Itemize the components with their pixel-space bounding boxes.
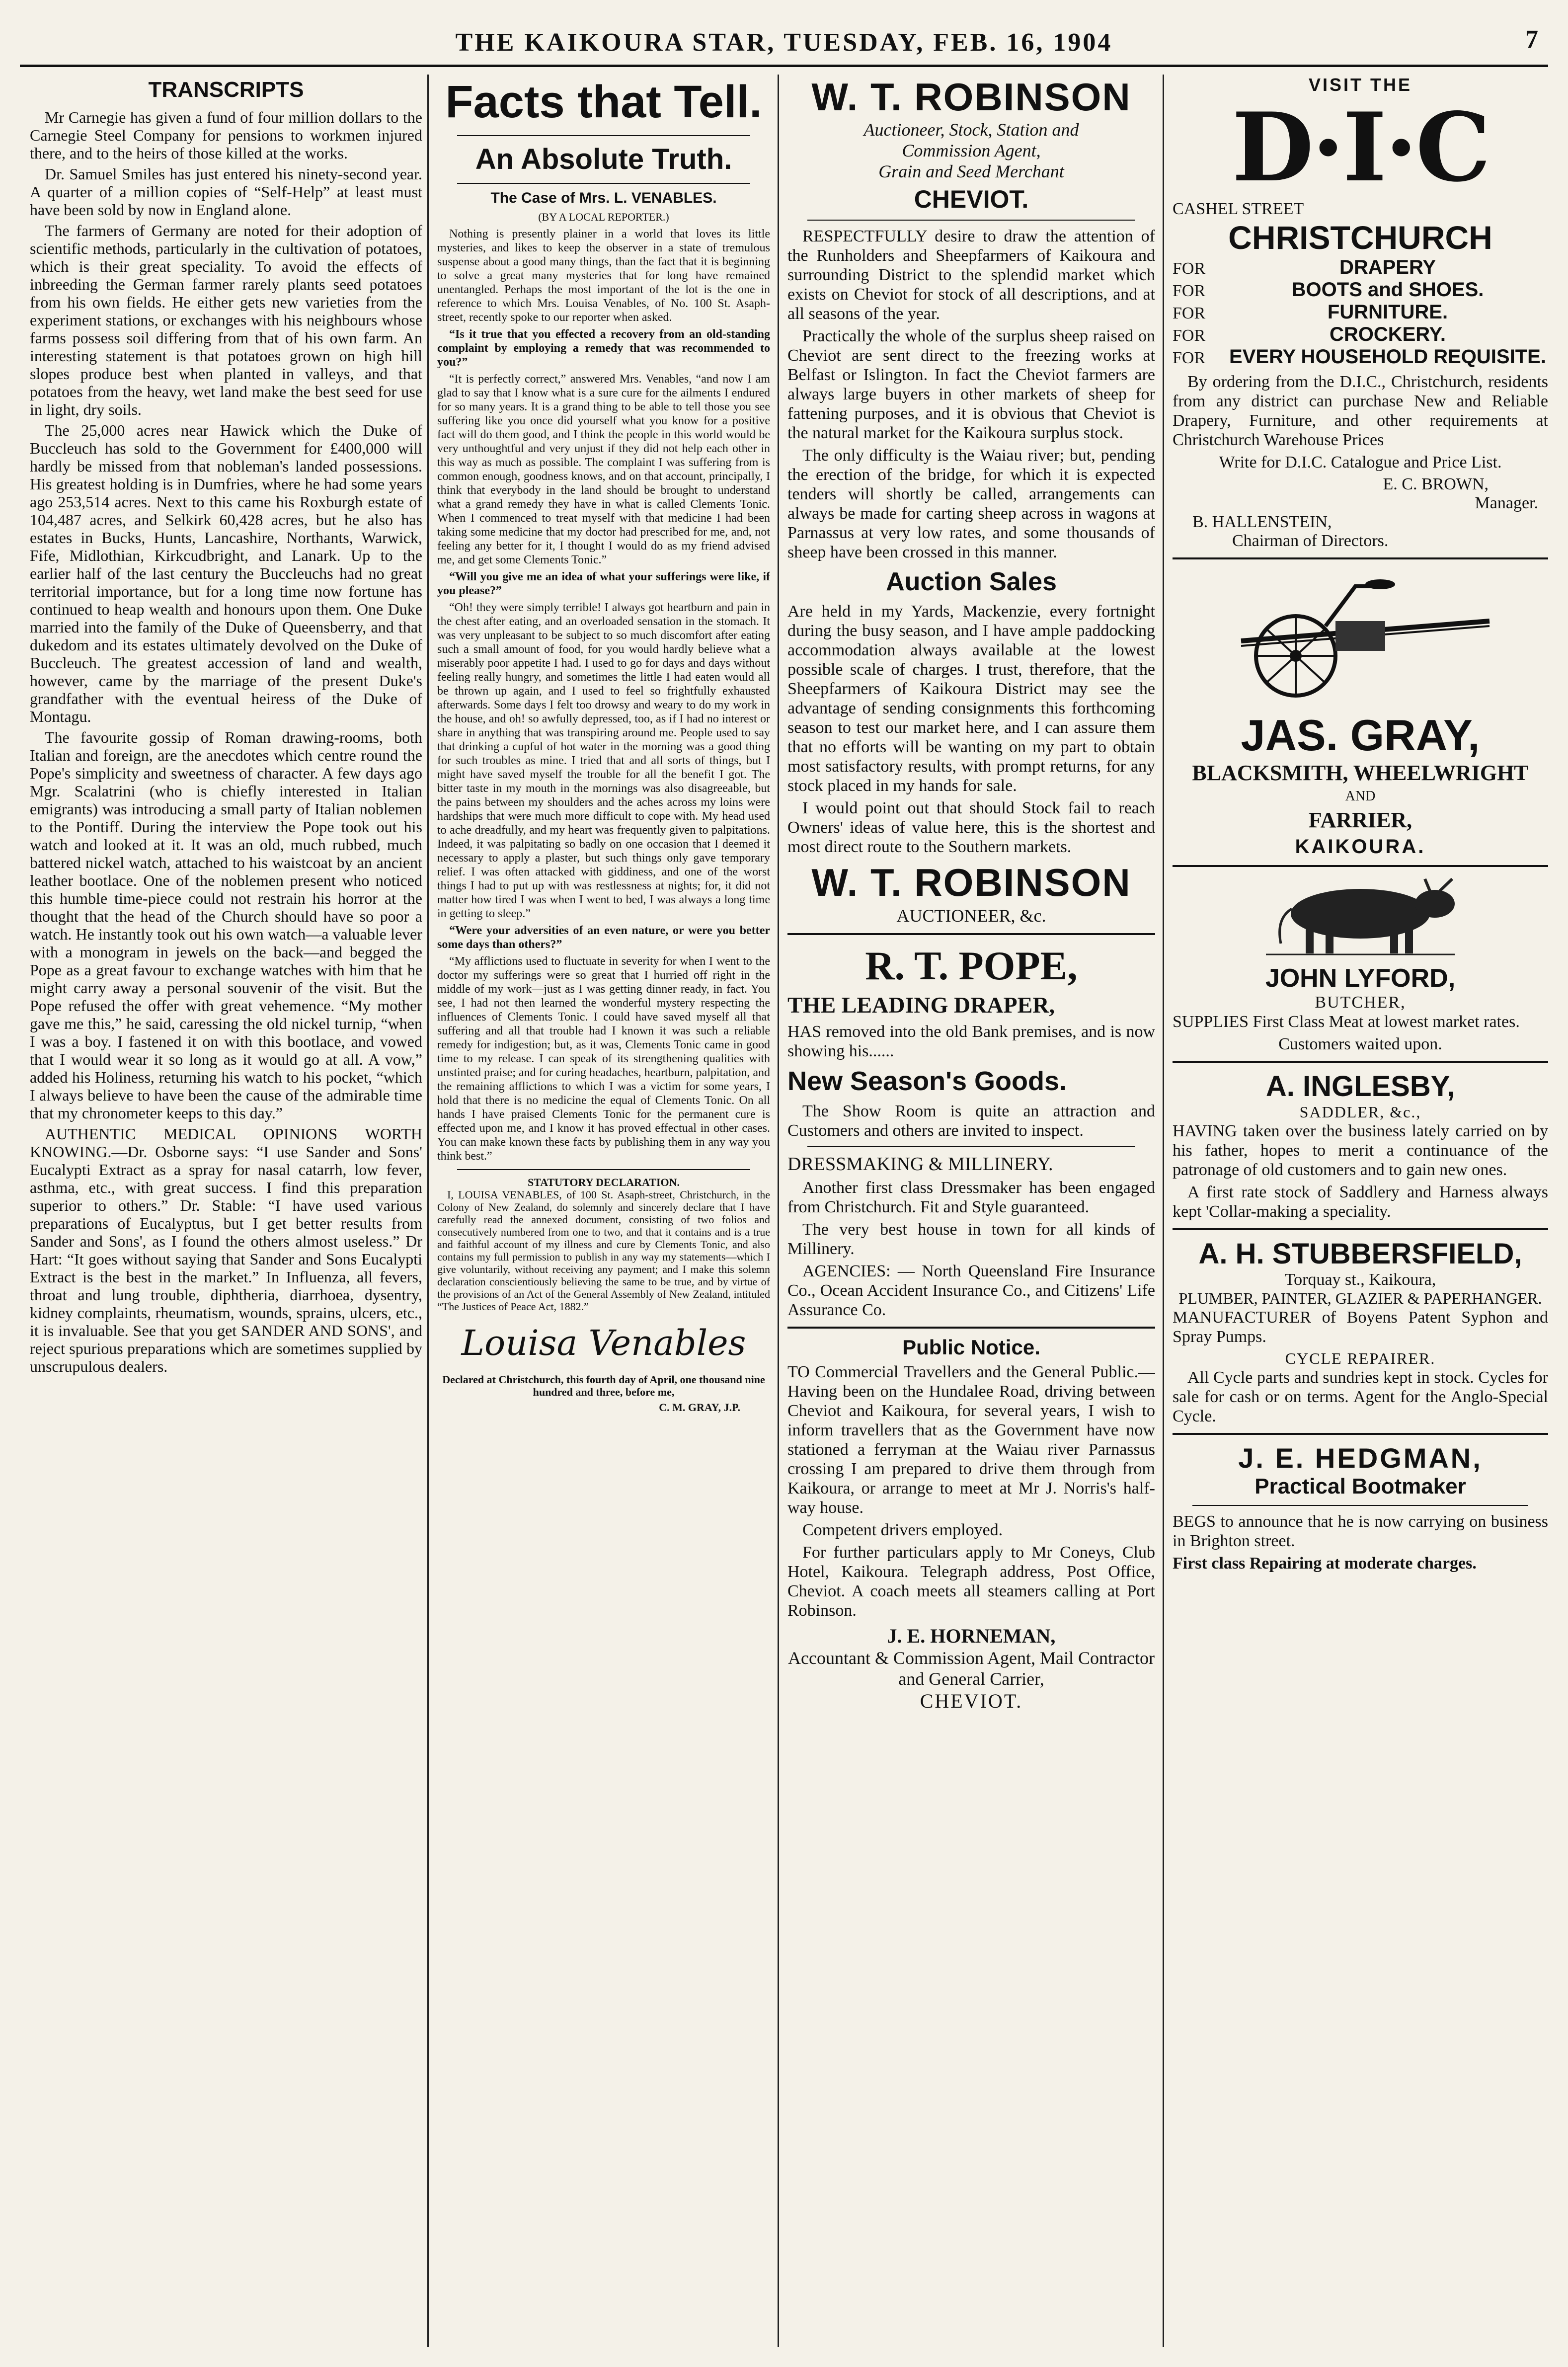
manager: Manager.	[1475, 494, 1538, 512]
stubbersfield-text: MANUFACTURER of Boyens Patent Syphon and Spray Pumps.	[1173, 1308, 1548, 1346]
for-label: FOR	[1173, 282, 1206, 300]
robinson-line: Commission Agent,	[902, 141, 1041, 160]
divider	[457, 1169, 750, 1170]
new-season-title: New Season's Goods.	[787, 1066, 1067, 1096]
page-number: 7	[1525, 25, 1538, 54]
column-transcripts	[30, 75, 422, 2347]
auction-sales-title: Auction Sales	[886, 567, 1057, 596]
paragraph: “Were your adversities of an even nature, or were you better some days than others?”	[437, 924, 770, 951]
lyford-title: JOHN LYFORD,	[1265, 964, 1456, 993]
lyford-text: SUPPLIES First Class Meat at lowest market rates.	[1173, 1013, 1520, 1031]
declaration-title: STATUTORY DECLARATION.	[527, 1176, 680, 1188]
for-row	[1173, 346, 1548, 368]
divider	[1173, 865, 1548, 867]
for-item: DRAPERY	[1339, 256, 1436, 278]
paragraph: The favourite gossip of Roman drawing-rooms, both Italian and foreign, are the anecdotes which centre round the Pope's simplicity and sweetness of character. A few days ago Mgr. Scalatrini (who is chiefly interested in Italian emigrants) was introducing a small party of Italian noblemen to the Pontiff. During the interview the Pope took out his watch and looked at it. It was an old, much rubbed, much battered nickel watch, attached to his waistcoat by an ancient leather bootlace. One of the noblemen present who noticed this humble time-piece could not restrain his horror at the thought that the head of the Church should have so poor a watch. He instantly took out his own watch—a valuable lever with a monogram in jewels on the back—and begged the Pope as a great favour to exchange watches with him that he might carry away a personal souvenir of the visit. But the Pope refused the offer with great vehemence. “My mother gave me this,” he said, caressing the old nickel turnip, “when I was a boy. I fastened it on with this bootlace, and vowed that I would wear it so long as it would go at all. A vow,” added his Holiness, returning his watch to his pocket, “which I always believe to have been the cause of the admirable time that my chronometer keeps to this day.”	[30, 728, 422, 1122]
pope-title: R. T. POPE,	[865, 943, 1078, 988]
inglesby-sub: SADDLER, &c.,	[1299, 1103, 1421, 1121]
divider	[1173, 557, 1548, 559]
divider	[807, 220, 1135, 221]
for-item: EVERY HOUSEHOLD REQUISITE.	[1229, 346, 1546, 368]
gray-title: JAS. GRAY,	[1241, 710, 1480, 760]
inglesby-text: HAVING taken over the business lately carried on by his father, hopes to merit a continuance of the patronage of old customers and to gain new ones.	[1173, 1122, 1548, 1179]
paragraph: Nothing is presently plainer in a world that loves its little mysteries, and likes to keep the observer in a state of tremulous suspense about a good many things, than the fact that it is beginning to solve a great many mysteries that for long have remained unentangled. Perhaps the most important of the lot is the one in reference to which Mrs. Louisa Venables, of No. 100 St. Asaph-street, recently spoke to our reporter when asked.	[437, 228, 770, 324]
paragraph: AUTHENTIC MEDICAL OPINIONS WORTH KNOWING.—Dr. Osborne says: “I use Sander and Sons' Eucalypti Extract as a spray for nasal catarrh, low fever, asthma, etc., with great success. I find this preparation superior to others.” Dr. Stable: “I have used various preparations of Eucalyptus, but I get better results from Sander and Sons', as I found the others almost useless.” Dr Hart: “It goes without saying that Sander and Sons Eucalypti Extract is the best in the market.” In Influenza, all fevers, throat and lung trouble, diphtheria, diarrhoea, dysentry, kidney complaints, rheumatism, wounds, sprains, ulcers, etc., it is invaluable. See that you get SANDER AND SONS', and reject spurious preparations which are sometimes supplied by unscrupulous dealers.	[30, 1125, 422, 1375]
stubbersfield-street: Torquay st., Kaikoura,	[1284, 1270, 1436, 1289]
for-label: FOR	[1173, 259, 1206, 278]
divider	[1192, 1505, 1528, 1506]
column-rule	[1163, 75, 1164, 2347]
column-advertisements	[1173, 75, 1548, 2347]
pope-text: HAS removed into the old Bank premises, and is now showing his......	[787, 1023, 1155, 1060]
hedgman-text-2: First class Repairing at moderate charges.	[1173, 1554, 1477, 1573]
masthead	[20, 20, 1548, 67]
column-rule	[778, 75, 779, 2347]
column-rule	[427, 75, 429, 2347]
bull-illustration	[1256, 874, 1465, 958]
for-row	[1173, 279, 1548, 301]
lyford-sub: BUTCHER,	[1315, 993, 1406, 1012]
declaration-text: I, LOUISA VENABLES, of 100 St. Asaph-street, Christchurch, in the Colony of New Zealand, do solemnly and sincerely declare that I have carefully read the annexed document, consisting of two folios and consecutively numbered from one to two, and that it contains and is a true and faithful account of my illness and cure by Clements Tonic, and also contains my full permission to publish in any way my statements—which I give voluntarily, without receiving any payment; and I make this solemn declaration conscientiously believing the same to be true, and by virtue of the provisions of an Act of the General Assembly of New Zealand, intituled “The Justices of Peace Act, 1882.”	[437, 1188, 770, 1313]
paragraph: “It is perfectly correct,” answered Mrs. Venables, “and now I am glad to say that I know what is a sure cure for the ailments I endured for so many years. It is a grand thing to be able to tell those you see suffering like you once did yourself what you know for a positive fact will do them good, and I think the people in this world would be very unthoughtful and very unjust if they did not help each other in this way as much as possible. The complaint I was suffering from is common enough, goodness knows, and on that account, principally, I think that everybody in the land should be brought to understand what a grand remedy they have in what is called Clements Tonic. When I commenced to treat myself with that medicine I had been taking some medicine that my doctor had prescribed for me, and, not feeling any better for it, I thought I would do as my friend advised me, and get some Clements Tonic.”	[437, 373, 770, 566]
paragraph: “Is it true that you effected a recovery from an old-standing complaint by employing a remedy that was recommended to you?”	[437, 328, 770, 369]
robinson-line: Auctioneer, Stock, Station and	[863, 120, 1079, 140]
robinson-title-2: W. T. ROBINSON	[811, 861, 1131, 904]
masthead-title: THE KAIKOURA STAR, TUESDAY, FEB. 16, 1904	[455, 28, 1113, 57]
for-row	[1173, 256, 1548, 279]
hedgman-title: J. E. HEDGMAN,	[1238, 1442, 1483, 1474]
gray-and: AND	[1345, 789, 1376, 804]
horneman-place: CHEVIOT.	[920, 1690, 1023, 1712]
paragraph: Mr Carnegie has given a fund of four million dollars to the Carnegie Steel Company for pensions to workmen injured there, and to the heirs of those killed at the works.	[30, 108, 422, 162]
chairman: Chairman of Directors.	[1232, 532, 1389, 550]
absolute-truth-subhead: An Absolute Truth.	[475, 143, 732, 175]
mowing-machine-illustration	[1211, 566, 1509, 706]
stubbersfield-title: A. H. STUBBERSFIELD,	[1198, 1238, 1522, 1270]
dic-logo: D·I·C	[1232, 92, 1489, 203]
facts-headline: Facts that Tell.	[445, 77, 762, 127]
for-row	[1173, 301, 1548, 323]
agencies-text: AGENCIES: — North Queensland Fire Insurance Co., Ocean Accident Insurance Co., and Citizens' Life Assurance Co.	[787, 1262, 1155, 1319]
divider	[807, 1146, 1135, 1147]
paragraph: RESPECTFULLY desire to draw the attention of the Runholders and Sheepfarmers of Kaikoura and surrounding District to the splendid market which exists on Cheviot for stock of all descriptions, and at all seasons of the year.	[787, 227, 1155, 323]
paragraph: The 25,000 acres near Hawick which the Duke of Buccleuch has sold to the Government for £400,000 will hardly be missed from that nobleman's landed possessions. His greatest holding is in Dumfries, where he had some years ago 253,514 acres. Next to this came his Roxburgh estate of 104,487 acres, and Selkirk 60,428 acres, but he also has estates in Bucks, Hunts, Lancashire, Northants, Warwick, Fife, Midlothian, Kirkcudbright, and Lanark. Up to the earlier half of the last century the Buccleuchs had no great territorial importance, but for a long time now fortune has continued to heap wealth and honours upon them. One Duke married into the family of the Duke of Queensberry, and that dukedom and its estates ultimately devolved on the Duke of Buccleuch. The greatest accession of land and wealth, however, came by the marriage of the present Duke's grandfather with the eventual heiress of the Duke of Montagu.	[30, 421, 422, 725]
hallenstein: B. HALLENSTEIN,	[1192, 513, 1332, 531]
justice-of-peace: C. M. GRAY, J.P.	[659, 1401, 740, 1414]
visit-the: VISIT THE	[1308, 75, 1412, 95]
for-item: BOOTS and SHOES.	[1291, 279, 1484, 301]
divider	[457, 135, 750, 136]
hedgman-sub: Practical Bootmaker	[1254, 1474, 1466, 1499]
paragraph: The very best house in town for all kinds of Millinery.	[787, 1220, 1155, 1258]
stubbersfield-trades: PLUMBER, PAINTER, GLAZIER & PAPERHANGER.	[1178, 1289, 1542, 1307]
dressmaking-title: DRESSMAKING & MILLINERY.	[787, 1154, 1053, 1175]
divider	[1173, 1433, 1548, 1435]
declared-text: Declared at Christchurch, this fourth day of April, one thousand nine hundred and three, before me,	[442, 1373, 765, 1398]
cashel-street: CASHEL STREET	[1173, 200, 1304, 218]
horneman-role: Accountant & Commission Agent, Mail Contractor and General Carrier,	[788, 1648, 1155, 1689]
write-for: Write for D.I.C. Catalogue and Price List.	[1219, 453, 1502, 472]
paragraph: Another first class Dressmaker has been engaged from Christchurch. Fit and Style guaranteed.	[787, 1179, 1155, 1216]
stubbersfield-text-2: All Cycle parts and sundries kept in stock. Cycles for sale for cash or on terms. Agent for the Anglo-Special Cycle.	[1173, 1368, 1548, 1425]
for-label: FOR	[1173, 304, 1206, 322]
column-robinson-pope	[787, 75, 1155, 2347]
for-item: FURNITURE.	[1327, 301, 1448, 323]
brown: E. C. BROWN,	[1383, 475, 1489, 493]
robinson-place: CHEVIOT.	[914, 185, 1029, 213]
paragraph: “Will you give me an idea of what your sufferings were like, if you please?”	[437, 570, 770, 597]
paragraph: “Oh! they were simply terrible! I always got heartburn and pain in the chest after eating, and an overloaded sensation in the stomach. It was very unpleasant to be subject to so much discomfort after eating such a small amount of food, for you would hardly believe what a miserably poor appetite I had. I used to go for days and days without feeling really hungry, and sometimes the little I had eaten would all be thrown up again, and I used to feel so frightfully exhausted afterwards. Some days I felt too drowsy and weary to do my work in the house, and oh! so awfully depressed, too, as if I had no interest or share in anything that was transpiring around me. People used to say that drinking a cupful of hot water in the morning was a good thing for such troubles as mine. I tried that and all sorts of things, but I might have saved myself the trouble for all the benefit I got. The bitter taste in my mouth in the mornings was also disagreeable, but the pains between my shoulders and the aches across my loins were hardships that were much more difficult to cope with. My head used to ache dreadfully, and my heart was frequently given to palpitations. Indeed, it was palpitating so badly on one occasion that I deemed it necessary to apply a plaster, but such things only gave temporary relief. I was often attacked with giddiness, and one of the worst things I had to put up with was restlessness at nights; for, it did not matter how tired I was when I went to bed, I was always a long time in getting to sleep.”	[437, 601, 770, 920]
hedgman-text: BEGS to announce that he is now carrying on business in Brighton street.	[1173, 1512, 1548, 1550]
for-row	[1173, 323, 1548, 346]
paragraph: “My afflictions used to fluctuate in severity for when I went to the doctor my sufferings were so great that I hurried off right in the middle of my work—just as I was getting dinner ready, in fact. You see, I had not then learned the wonderful mystery respecting the influences of Clements Tonic. I could have saved myself all that suffering and all that trouble had I known it was such a reliable remedy for indigestion; but, as it was, Clements Tonic came in good time to my release. I can speak of its strengthening qualities with unstinted praise; and for curing headaches, heartburn, palpitation, and the remaining afflictions to which I was a victim for some years, I hold that there is no medicine the equal of Clements Tonic. On all hands I have praised Clements Tonic for the permanent cure is effected upon me, and I know it has proved effectual in other cases. You can make known these facts by publishing them in any way you think best.”	[437, 955, 770, 1163]
column-clements-tonic	[437, 75, 770, 2347]
christchurch: CHRISTCHURCH	[1228, 219, 1492, 256]
paragraph: The only difficulty is the Waiau river; but, pending the erection of the bridge, for which it is expected tenders will shortly be called, arrangements can always be made for carting sheep across in wagons at Parnassus at very low rates, and some thousands of sheep have been crossed in this manner.	[787, 446, 1155, 561]
dic-text: By ordering from the D.I.C., Christchurch, residents from any district can purchase New and Reliable Drapery, Furniture, and other requirements at Christchurch Warehouse Prices	[1173, 373, 1548, 449]
signature-louisa-venables: Louisa Venables	[461, 1323, 746, 1363]
season-text: The Show Room is quite an attraction and Customers and others are invited to inspect.	[787, 1102, 1155, 1140]
paragraph: For further particulars apply to Mr Coneys, Club Hotel, Kaikoura. Telegraph address, Post Office, Cheviot. A coach meets all steamers calling at Port Robinson.	[787, 1543, 1155, 1620]
gray-place: KAIKOURA.	[1295, 836, 1426, 858]
inglesby-title: A. INGLESBY,	[1265, 1070, 1455, 1103]
pope-leading-draper: THE LEADING DRAPER,	[787, 992, 1055, 1018]
gray-farrier: FARRIER,	[1308, 808, 1412, 832]
for-label: FOR	[1173, 326, 1206, 345]
lyford-text-2: Customers waited upon.	[1278, 1035, 1442, 1053]
paragraph: Practically the whole of the surplus sheep raised on Cheviot are sent direct to the freezing works at Belfast or Islington. In fact the Cheviot farmers are always large buyers in other markets of sheep for fattening purposes, and it is obvious that Cheviot is the natural market for the Kaikoura surplus stock.	[787, 327, 1155, 442]
robinson-title: W. T. ROBINSON	[811, 75, 1131, 119]
robinson-auctioneer: AUCTIONEER, &c.	[896, 906, 1046, 926]
paragraph: Are held in my Yards, Mackenzie, every fortnight during the busy season, and I have ample paddocking accommodation always available at the lowest possible scale of charges. I trust, therefore, that the Sheepfarmers of Kaikoura District may see the advantage of sending consignments this forthcoming season to test our market here, and I can assure them that no efforts will be wanting on my part to obtain most satisfactory results, with prompt returns, for any stock placed in my hands for sale.	[787, 602, 1155, 795]
stubbersfield-cycle: CYCLE REPAIRER.	[1285, 1349, 1436, 1367]
paragraph: Competent drivers employed.	[802, 1521, 1003, 1539]
divider	[787, 1327, 1155, 1329]
paragraph: I would point out that should Stock fail to reach Owners' ideas of value here, this is the shortest and most direct route to the Southern markets.	[787, 799, 1155, 856]
divider	[1173, 1061, 1548, 1063]
for-label: FOR	[1173, 349, 1206, 367]
for-item: CROCKERY.	[1329, 323, 1446, 345]
transcripts-heading: TRANSCRIPTS	[148, 78, 304, 102]
divider	[457, 183, 750, 184]
horneman-name: J. E. HORNEMAN,	[887, 1625, 1056, 1647]
paragraph: TO Commercial Travellers and the General Public.—Having been on the Hundalee Road, driving between Cheviot and Kaikoura, for several years, I wish to inform travellers that as the Government have now stationed a ferryman at the Waiau river Parnassus crossing I am prepared to drive them through from Kaikoura, or arrange to meet at Mr J. Norris's half-way house.	[787, 1363, 1155, 1517]
paragraph: Dr. Samuel Smiles has just entered his ninety-second year. A quarter of a million copies of “Self-Help” at least must have been sold by now in England alone.	[30, 165, 422, 219]
paragraph: The farmers of Germany are noted for their adoption of scientific methods, particularly in the cultivation of potatoes, which is their great speciality. To avoid the effects of inbreeding the German farmer rarely plants seed potatoes from his own fields. He either gets new varieties from the experiment stations, or exchanges with his neighbours whose farms possess soil differing from that of his own farm. An interesting statement is that potatoes grown on high hill slopes produce best when planted in valleys, and that potatoes from the heavy, wet land make the best seed for use in light, dry soils.	[30, 222, 422, 418]
public-notice-title: Public Notice.	[902, 1336, 1040, 1359]
byline: (BY A LOCAL REPORTER.)	[538, 211, 669, 223]
gray-sub: BLACKSMITH, WHEELWRIGHT	[1192, 761, 1529, 785]
case-title: The Case of Mrs. L. VENABLES.	[490, 190, 717, 206]
divider	[1173, 1228, 1548, 1230]
inglesby-text-2: A first rate stock of Saddlery and Harness always kept 'Collar-making a speciality.	[1173, 1183, 1548, 1221]
robinson-line: Grain and Seed Merchant	[878, 161, 1064, 181]
divider	[787, 933, 1155, 935]
